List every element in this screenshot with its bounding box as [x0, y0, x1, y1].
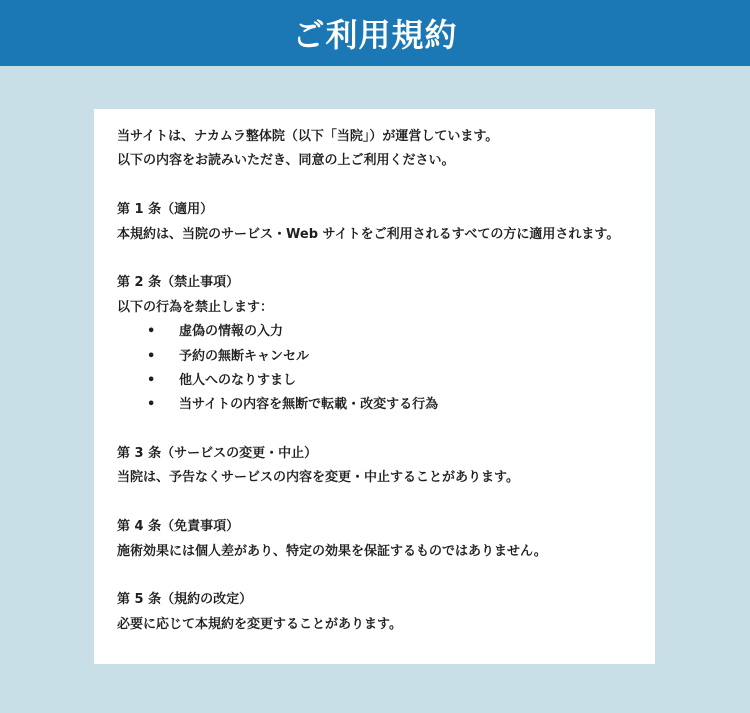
list-item-text: 予約の無断キャンセル: [179, 348, 310, 364]
bullet-icon: •: [147, 372, 156, 388]
article-heading: 第 2 条（禁止事項）: [117, 275, 240, 291]
article-heading: 第 1 条（適用）: [117, 202, 214, 218]
bullet-icon: •: [147, 397, 156, 413]
spacer: [117, 564, 655, 588]
list-item-text: 当サイトの内容を無断で転載・改変する行為: [179, 397, 439, 413]
terms-card: [94, 109, 655, 664]
header-bar: [0, 0, 750, 66]
spacer: [117, 247, 655, 271]
intro-line: 以下の内容をお読みいただき、同意の上ご利用ください。: [117, 153, 455, 169]
list-item-text: 他人へのなりすまし: [179, 372, 297, 388]
article-heading: 第 3 条（サービスの変更・中止）: [117, 446, 318, 462]
page-title: ご利用規約: [292, 16, 458, 54]
article-heading: 第 4 条（免責事項）: [117, 519, 240, 535]
list-item: [117, 320, 655, 344]
bullet-icon: •: [147, 348, 156, 364]
terms-content: [117, 125, 655, 637]
list-item: [117, 369, 655, 393]
article-heading: 第 5 条（規約の改定）: [117, 592, 253, 608]
list-item: [117, 393, 655, 417]
spacer: [117, 418, 655, 442]
article-text: 以下の行為を禁止します：: [117, 299, 274, 315]
article-text: 本規約は、当院のサービス・Web サイトをご利用されるすべての方に適用されます。: [117, 226, 620, 242]
article-text: 必要に応じて本規約を変更することがあります。: [117, 616, 402, 632]
spacer: [117, 174, 655, 198]
spacer: [117, 491, 655, 515]
bullet-icon: •: [147, 324, 156, 340]
intro-line: 当サイトは、ナカムラ整体院（以下「当院」）が運営しています。: [117, 129, 499, 144]
article-text: 当院は、予告なくサービスの内容を変更・中止することがあります。: [117, 470, 519, 486]
article-text: 施術効果には個人差があり、特定の効果を保証するものではありません。: [117, 543, 547, 559]
list-item-text: 虚偽の情報の入力: [179, 324, 284, 340]
list-item: [117, 345, 655, 369]
